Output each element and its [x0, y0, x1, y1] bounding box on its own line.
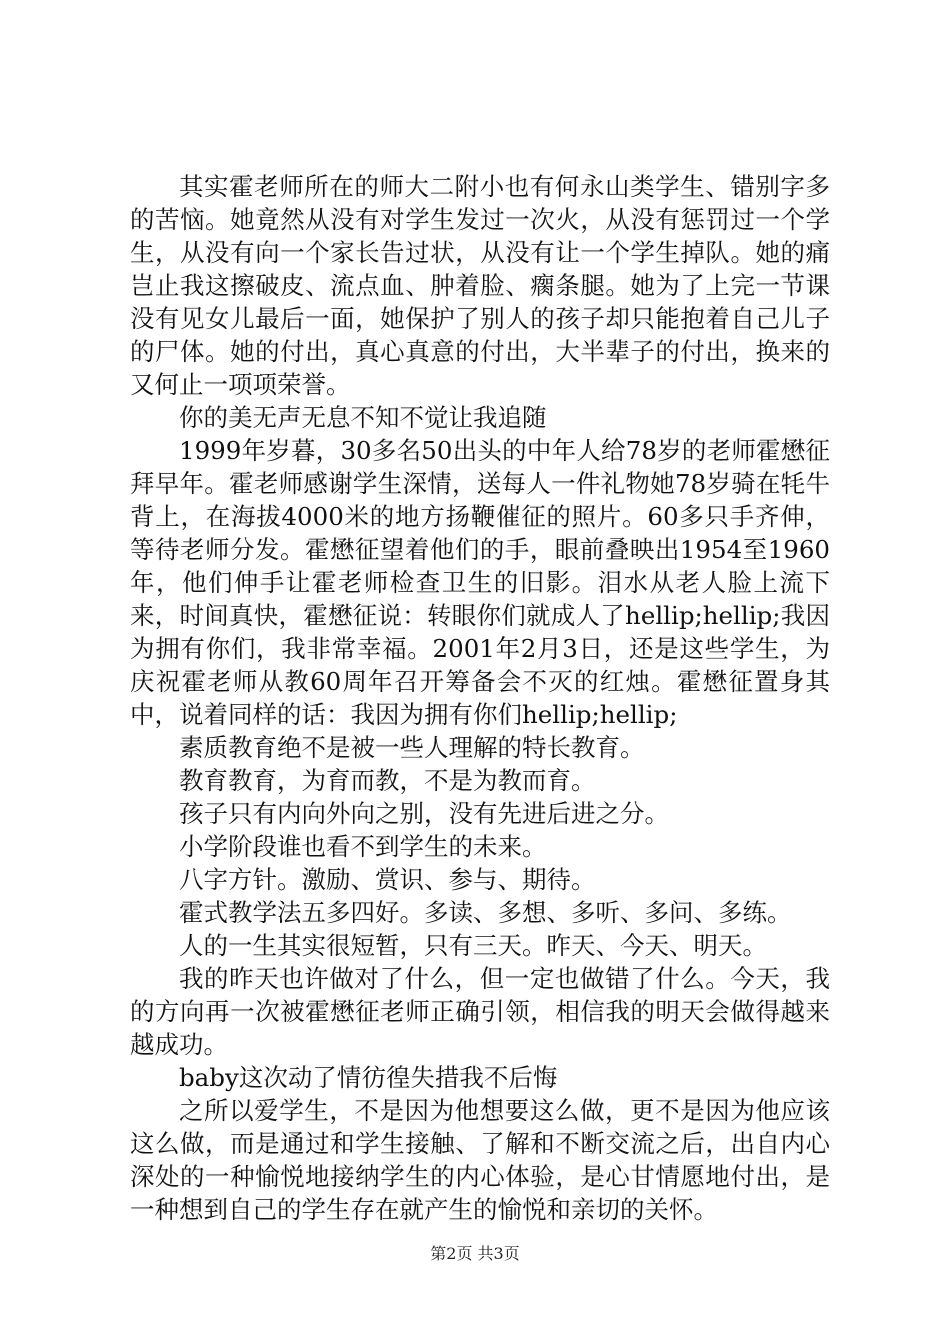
paragraph-2: 你的美无声无息不知不觉让我追随 — [179, 403, 547, 432]
paragraph-1: 其实霍老师所在的师大二附小也有何永山类学生、错别字多的苦恼。她竟然从没有对学生发过一次火，从没有惩罚过一个学生，从没有向一个家长告过状，从没有让一个学生掉队。她的痛岂止我这擦破皮、流点血、肿着脸、瘸条腿。她为了上完一节课没有见女儿最后一面，她保护了别人的孩子却只能抱着自己儿子的尸体。她的付出，真心真意的付出，大半辈子的付出，换来的又何止一项项荣誉。 — [130, 172, 830, 399]
paragraph-12: baby这次动了情彷徨失措我不后悔 — [179, 1063, 558, 1092]
page-number-label: 第2页 共3页 — [430, 1244, 520, 1263]
document-body — [130, 170, 830, 1226]
paragraph-10: 人的一生其实很短暂，只有三天。昨天、今天、明天。 — [179, 931, 767, 960]
paragraph-9: 霍式教学法五多四好。多读、多想、多听、多问、多练。 — [179, 898, 792, 927]
paragraph-8: 八字方针。激励、赏识、参与、期待。 — [179, 865, 596, 894]
paragraph-4: 素质教育绝不是被一些人理解的特长教育。 — [179, 733, 645, 762]
paragraph-3: 1999年岁暮，30多名50出头的中年人给78岁的老师霍懋征拜早年。霍老师感谢学生深情，送每人一件礼物她78岁骑在牦牛背上，在海拔4000米的地方扬鞭催征的照片。60多只手齐伸，等待老师分发。霍懋征望着他们的手，眼前叠映出1954至1960年，他们伸手让霍老师检查卫生的旧影。泪水从老人脸上流下来，时间真快，霍懋征说：转眼你们就成人了hellip;hellip;我因为拥有你们，我非常幸福。2001年2月3日，还是这些学生，为庆祝霍老师从教60周年召开筹备会不灭的红烛。霍懋征置身其中，说着同样的话：我因为拥有你们hellip;hellip; — [130, 436, 830, 729]
paragraph-13: 之所以爱学生，不是因为他想要这么做，更不是因为他应该这么做，而是通过和学生接触、了解和不断交流之后，出自内心深处的一种愉悦地接纳学生的内心体验，是心甘情愿地付出，是一种想到自己的学生存在就产生的愉悦和亲切的关怀。 — [130, 1096, 830, 1224]
paragraph-11: 我的昨天也许做对了什么，但一定也做错了什么。今天，我的方向再一次被霍懋征老师正确引领，相信我的明天会做得越来越成功。 — [130, 964, 830, 1059]
page-footer — [0, 1244, 950, 1264]
paragraph-6: 孩子只有内向外向之别，没有先进后进之分。 — [179, 799, 669, 828]
paragraph-5: 教育教育，为育而教，不是为教而育。 — [179, 766, 596, 795]
paragraph-7: 小学阶段谁也看不到学生的未来。 — [179, 832, 547, 861]
